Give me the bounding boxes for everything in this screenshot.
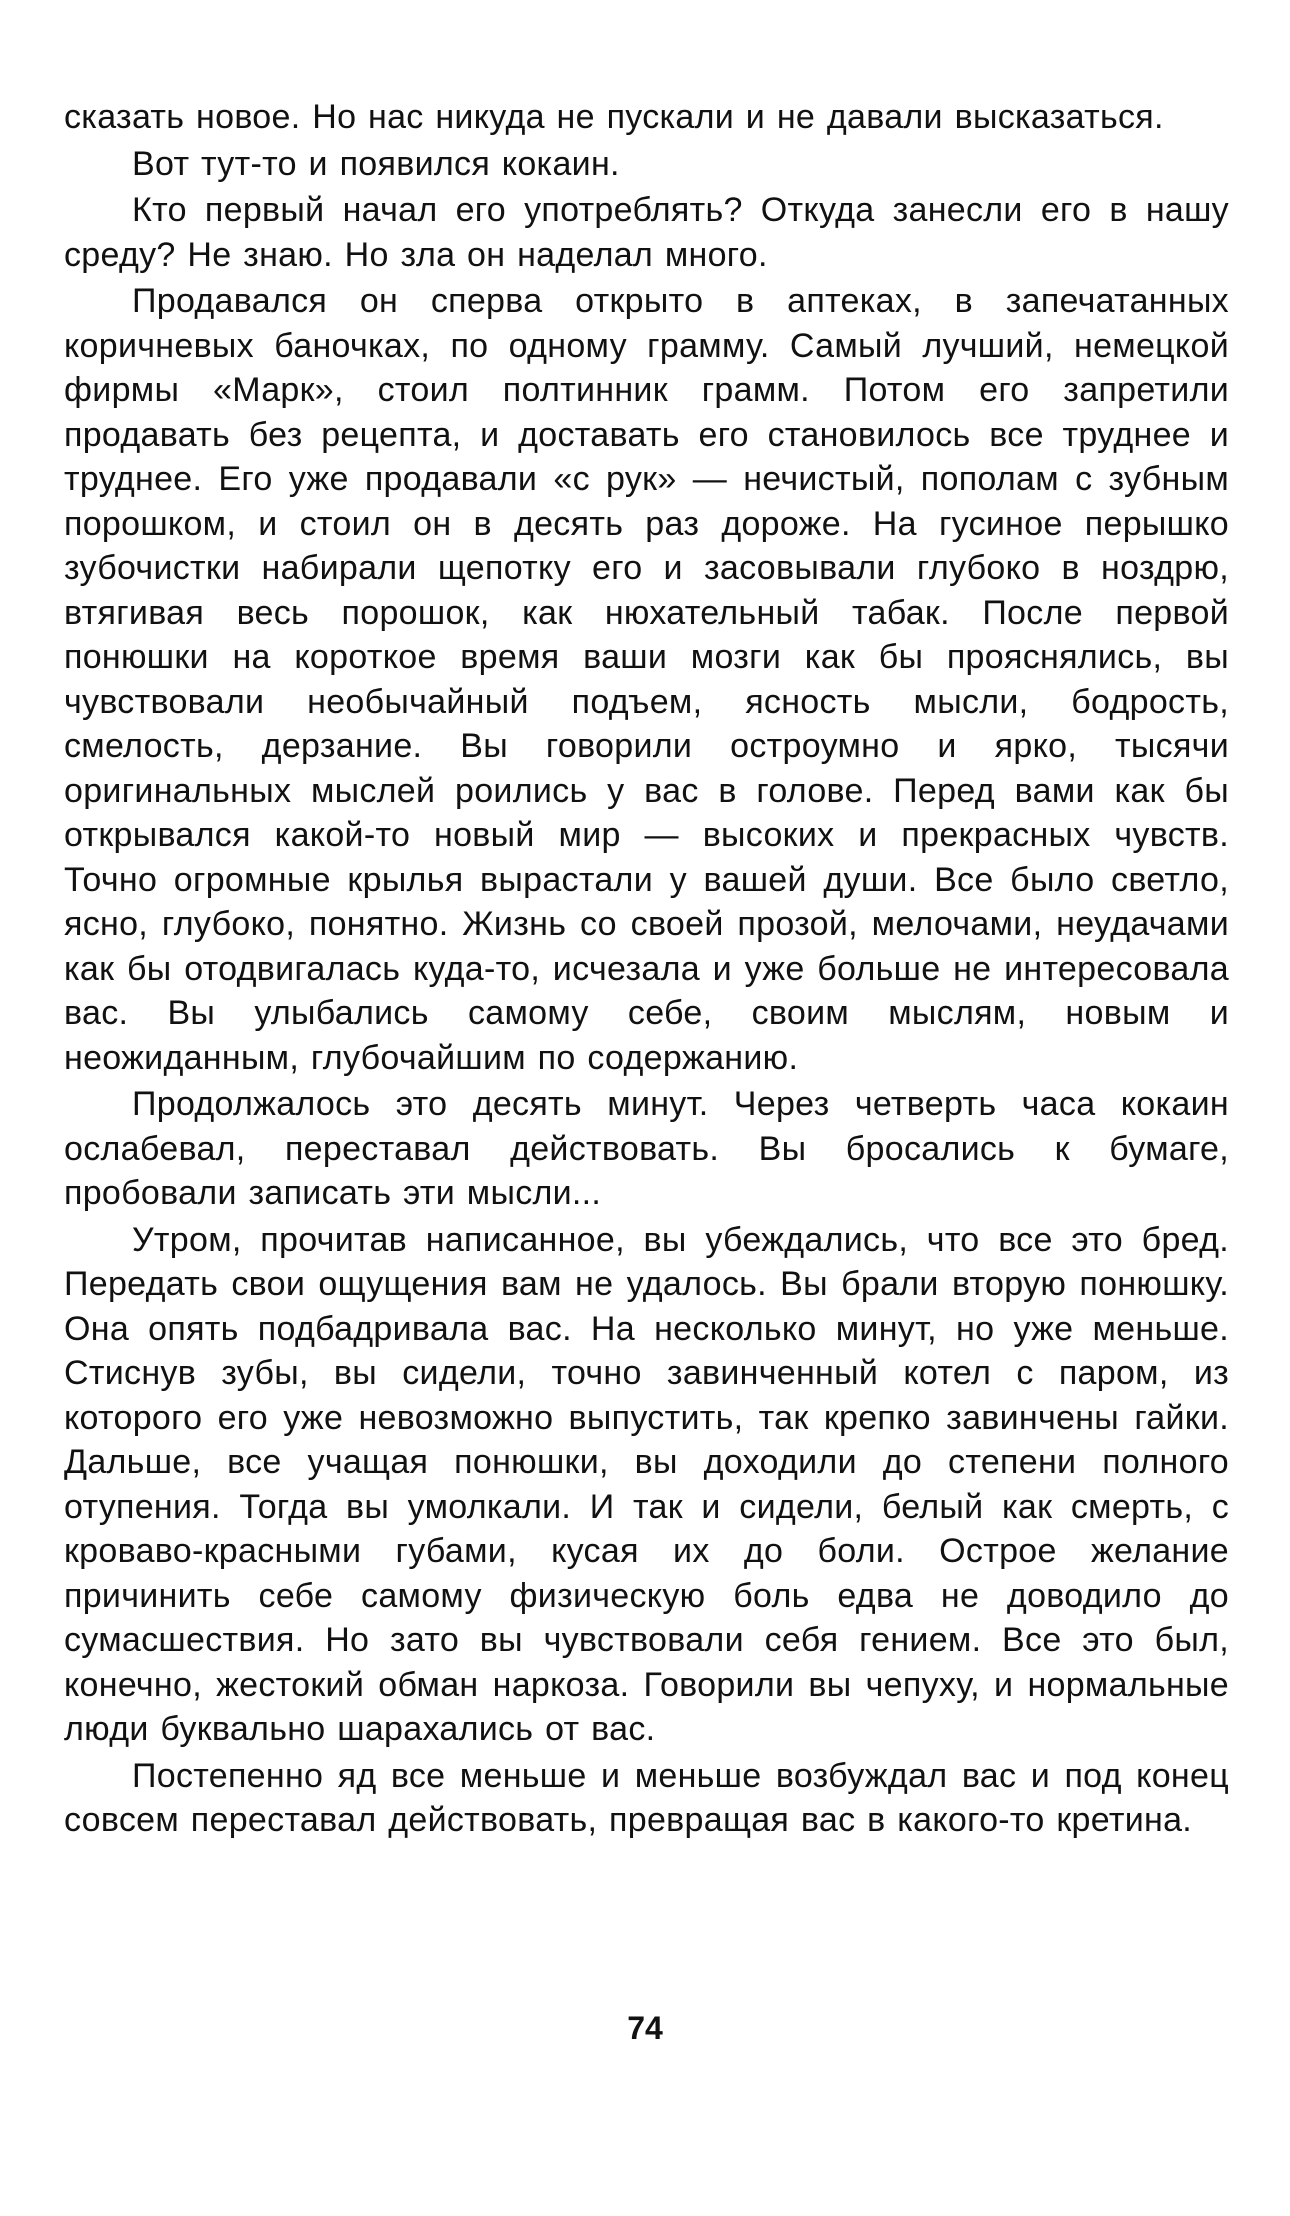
paragraph-6: Утром, прочитав написанное, вы убеждались, что все это бред. Передать свои ощущения вам не удалось. Вы брали вторую понюшку. Она опять подбадривала вас. На несколько минут, но уже меньше. Стиснув зубы, вы сидели, точно завинченный котел с паром, из которого его уже невозможно выпустить, так крепко завинчены гайки. Дальше, все учащая понюшки, вы доходили до степени полного отупения. Тогда вы умолкали. И так и сидели, белый как смерть, с кроваво-красными губами, кусая их до боли. Острое желание причинить себе самому физическую боль едва не доводило до сумасшествия. Но зато вы чувствовали себя гением. Все это был, конечно, жестокий обман наркоза. Говорили вы чепуху, и нормальные люди буквально шарахались от вас. xyxy=(64,1220,1229,1748)
paragraph-3: Кто первый начал его употреблять? Откуда занесли его в нашу среду? Не знаю. Но зла он наделал много. xyxy=(64,191,1229,274)
paragraph-2: Вот тут-то и появился кокаин. xyxy=(132,144,620,183)
page-number: 74 xyxy=(627,2010,663,2046)
paragraph-4: Продавался он сперва открыто в аптеках, в запечатанных коричневых баночках, по одному грамму. Самый лучший, немецкой фирмы «Марк», стоил полтинник грамм. Потом его запретили продавать без рецепта, и доставать его становилось все труднее и труднее. Его уже продавали «с рук» — нечистый, пополам с зубным порошком, и стоил он в десять раз дороже. На гусиное перышко зубочистки набирали щепотку его и засовывали глубоко в ноздрю, втягивая весь порошок, как нюхательный табак. После первой понюшки на короткое время ваши мозги как бы прояснялись, вы чувствовали необычайный подъем, ясность мысли, бодрость, смелость, дерзание. Вы говорили остроумно и ярко, тысячи оригинальных мыслей роились у вас в голове. Перед вами как бы открывался какой-то новый мир — высоких и прекрасных чувств. Точно огромные крылья вырастали у вашей души. Все было светло, ясно, глубоко, понятно. Жизнь со своей прозой, мелочами, неудачами как бы отодвигалась куда-то, исчезала и уже больше не интересовала вас. Вы улыбались самому себе, своим мыслям, новым и неожиданным, глубочайшим по содержанию. xyxy=(64,282,1229,1077)
paragraph-7: Постепенно яд все меньше и меньше возбуждал вас и под конец совсем переставал действовать, превращая вас в какого-то кретина. xyxy=(64,1756,1229,1839)
paragraph-5: Продолжалось это десять минут. Через четверть часа кокаин ослабевал, переставал действовать. Вы бросались к бумаге, пробовали записать эти мысли... xyxy=(64,1085,1229,1212)
paragraph-1: сказать новое. Но нас никуда не пускали и не давали высказаться. xyxy=(64,98,1164,136)
page-body xyxy=(64,95,1229,1845)
